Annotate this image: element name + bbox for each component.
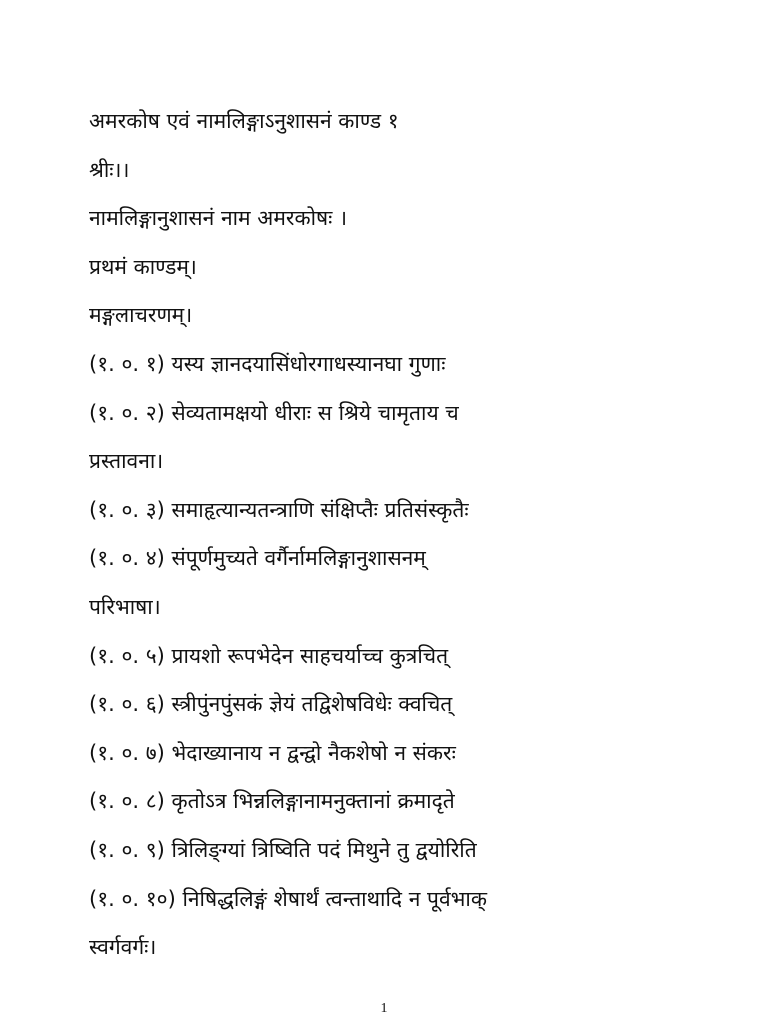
text-line: श्रीः।। (89, 157, 130, 182)
verse-line: (१. ०. ४) संपूर्णमुच्यते वर्गैर्नामलिङ्गानुशासनम् (89, 546, 426, 571)
text-body (89, 104, 729, 979)
section-heading: प्रथमं काण्डम्। (89, 254, 197, 279)
section-heading: प्रस्तावना। (89, 449, 164, 474)
verse-line: (१. ०. ९) त्रिलिङ्ग्यां त्रिष्विति पदं मिथुने तु द्वयोरिति (89, 837, 477, 862)
section-heading: मङ्गलाचरणम्। (89, 303, 193, 328)
title-line: अमरकोष एवं नामलिङ्गाऽनुशासनं काण्ड १ (89, 109, 399, 133)
verse-line: (१. ०. ५) प्रायशो रूपभेदेन साहचर्याच्च कुत्रचित् (89, 643, 449, 668)
verse-line: (१. ०. ८) कृतोऽत्र भिन्नलिङ्गानामनुक्तानां क्रमादृते (89, 789, 455, 814)
verse-line: (१. ०. ७) भेदाख्यानाय न द्वन्द्वो नैकशेषो न संकरः (89, 740, 456, 765)
text-line: नामलिङ्गानुशासनं नाम अमरकोषः । (89, 206, 348, 231)
section-heading: परिभाषा। (89, 594, 161, 619)
page-number: 1 (380, 1001, 388, 1016)
verse-line: (१. ०. ३) समाहृत्यान्यतन्त्राणि संक्षिप्तैः प्रतिसंस्कृतैः (89, 497, 469, 522)
verse-line: (१. ०. २) सेव्यतामक्षयो धीराः स श्रिये चामृताय च (89, 400, 459, 425)
verse-line: (१. ०. ६) स्त्रीपुंनपुंसकं ज्ञेयं तद्विशेषविधेः क्वचित् (89, 692, 453, 717)
section-heading: स्वर्गवर्गः। (89, 935, 157, 960)
verse-line: (१. ०. १) यस्य ज्ञानदयासिंधोरगाधस्यानघा गुणाः (89, 351, 446, 376)
verse-line: (१. ०. १०) निषिद्धलिङ्गं शेषार्थं त्वन्ताथादि न पूर्वभाक् (89, 886, 487, 911)
